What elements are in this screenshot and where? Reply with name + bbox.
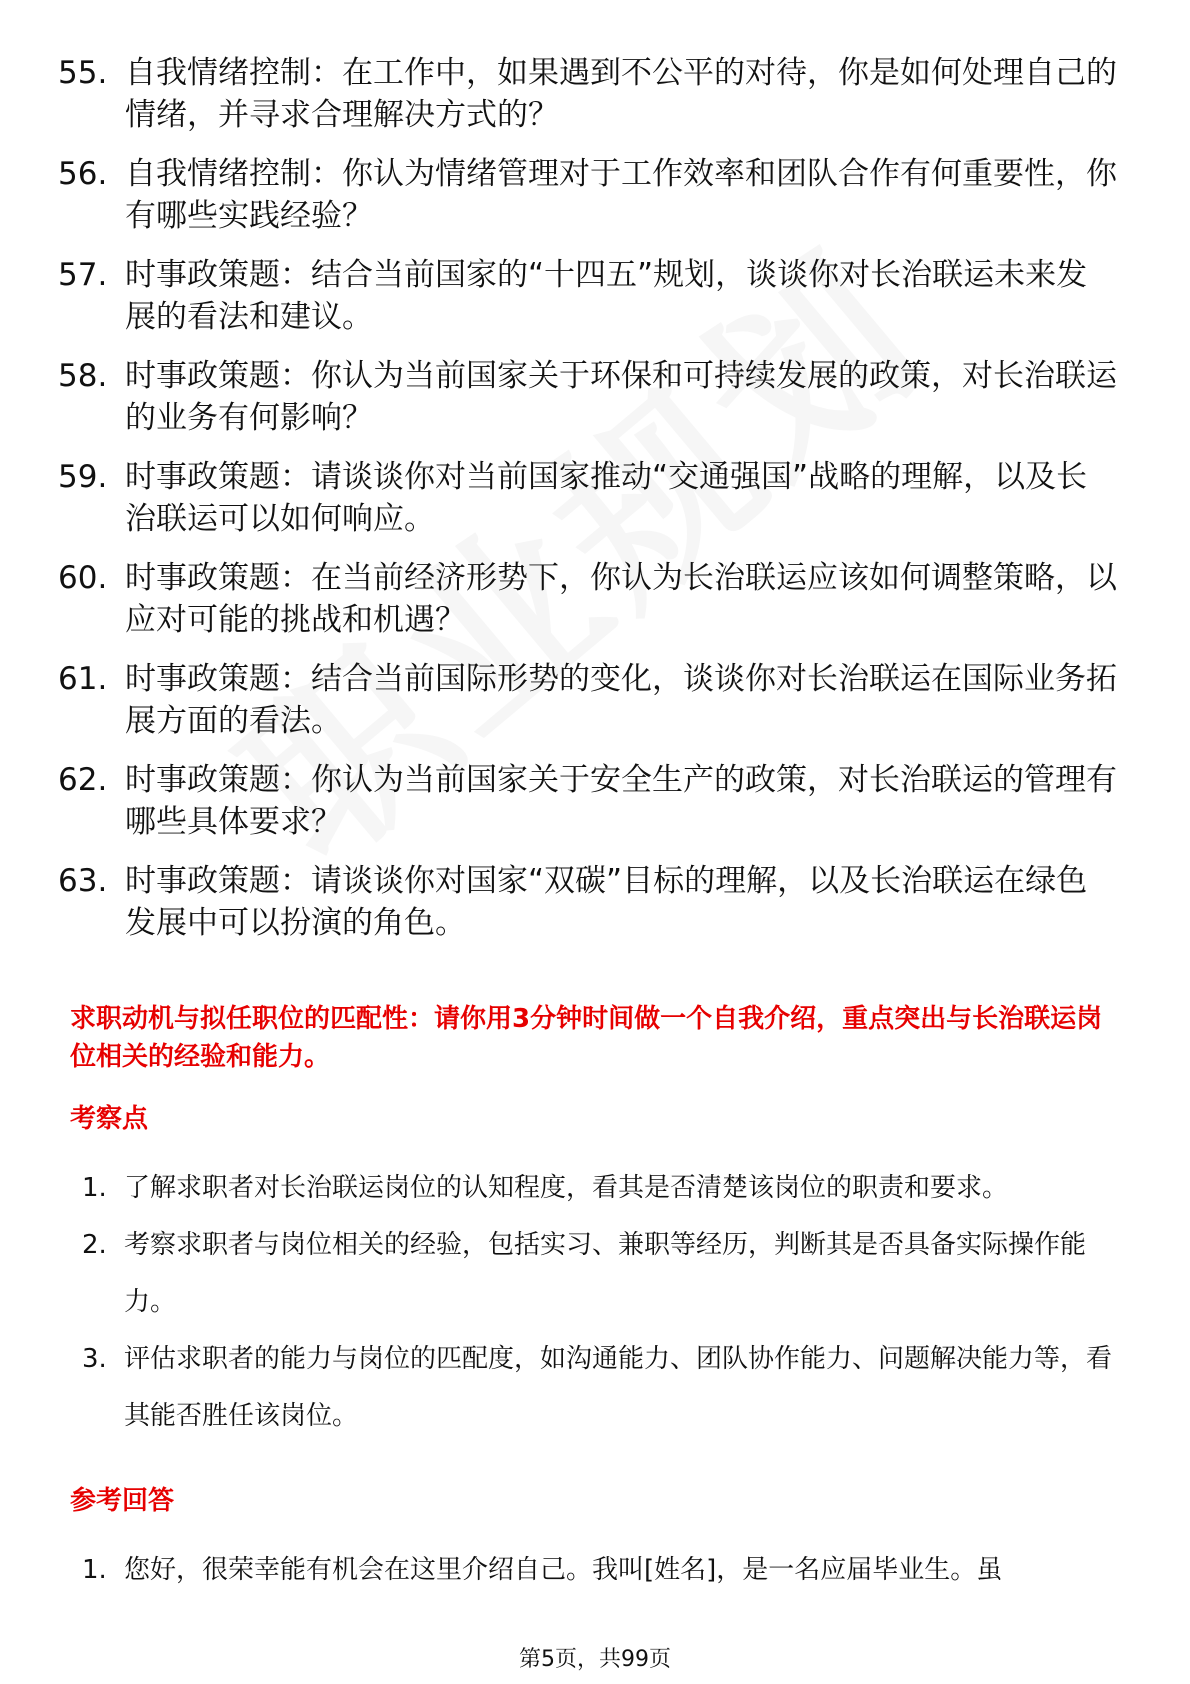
question-text: 自我情绪控制：在工作中，如果遇到不公平的对待，你是如何处理自己的情绪，并寻求合理解决方式的？ [125, 55, 1117, 133]
question-number: 63. [58, 863, 108, 899]
question-number: 58. [58, 358, 108, 394]
list-text: 您好，很荣幸能有机会在这里介绍自己。我叫[姓名]，是一名应届毕业生。虽 [124, 1555, 1003, 1585]
highlight-question: 求职动机与拟任职位的匹配性：请你用3分钟时间做一个自我介绍，重点突出与长治联运岗位相关的经验和能力。 [70, 1004, 1103, 1072]
answer-heading: 参考回答 [70, 1486, 175, 1516]
points-list [82, 1160, 1122, 1445]
list-text: 评估求职者的能力与岗位的匹配度，如沟通能力、团队协作能力、问题解决能力等，看其能否胜任该岗位。 [124, 1344, 1113, 1431]
question-number: 60. [58, 560, 108, 596]
question-item [58, 52, 1118, 136]
answer-list [82, 1542, 1122, 1599]
question-text: 时事政策题：在当前经济形势下，你认为长治联运应该如何调整策略，以应对可能的挑战和机遇？ [125, 560, 1117, 638]
list-number: 1. [82, 1173, 107, 1203]
question-text: 自我情绪控制：你认为情绪管理对于工作效率和团队合作有何重要性，你有哪些实践经验？ [125, 156, 1117, 234]
page-footer: 第5页，共99页 [519, 1647, 671, 1672]
question-item [58, 456, 1118, 540]
question-number: 55. [58, 55, 108, 91]
points-heading: 考察点 [70, 1104, 149, 1134]
question-text: 时事政策题：请谈谈你对国家“双碳”目标的理解，以及长治联运在绿色发展中可以扮演的角色。 [125, 863, 1088, 941]
question-text: 时事政策题：请谈谈你对当前国家推动“交通强国”战略的理解，以及长治联运可以如何响应。 [125, 459, 1088, 537]
list-number: 2. [82, 1230, 107, 1260]
list-text: 考察求职者与岗位相关的经验，包括实习、兼职等经历，判断其是否具备实际操作能力。 [124, 1230, 1087, 1317]
list-item [82, 1217, 1122, 1331]
question-list [58, 52, 1118, 961]
question-item [58, 658, 1118, 742]
question-number: 56. [58, 156, 108, 192]
question-item [58, 355, 1118, 439]
question-number: 59. [58, 459, 108, 495]
question-item [58, 254, 1118, 338]
question-text: 时事政策题：你认为当前国家关于安全生产的政策，对长治联运的管理有哪些具体要求？ [125, 762, 1117, 840]
question-item [58, 860, 1118, 944]
question-number: 57. [58, 257, 108, 293]
list-number: 1. [82, 1555, 107, 1585]
list-item [82, 1331, 1122, 1445]
list-text: 了解求职者对长治联运岗位的认知程度，看其是否清楚该岗位的职责和要求。 [124, 1173, 1009, 1203]
question-item [58, 759, 1118, 843]
question-item [58, 153, 1118, 237]
list-item [82, 1542, 1122, 1599]
list-item [82, 1160, 1122, 1217]
question-text: 时事政策题：你认为当前国家关于环保和可持续发展的政策，对长治联运的业务有何影响？ [125, 358, 1117, 436]
list-number: 3. [82, 1344, 107, 1374]
question-item [58, 557, 1118, 641]
question-number: 62. [58, 762, 108, 798]
question-text: 时事政策题：结合当前国家的“十四五”规划，谈谈你对长治联运未来发展的看法和建议。 [125, 257, 1088, 335]
question-number: 61. [58, 661, 108, 697]
question-text: 时事政策题：结合当前国际形势的变化，谈谈你对长治联运在国际业务拓展方面的看法。 [125, 661, 1117, 739]
